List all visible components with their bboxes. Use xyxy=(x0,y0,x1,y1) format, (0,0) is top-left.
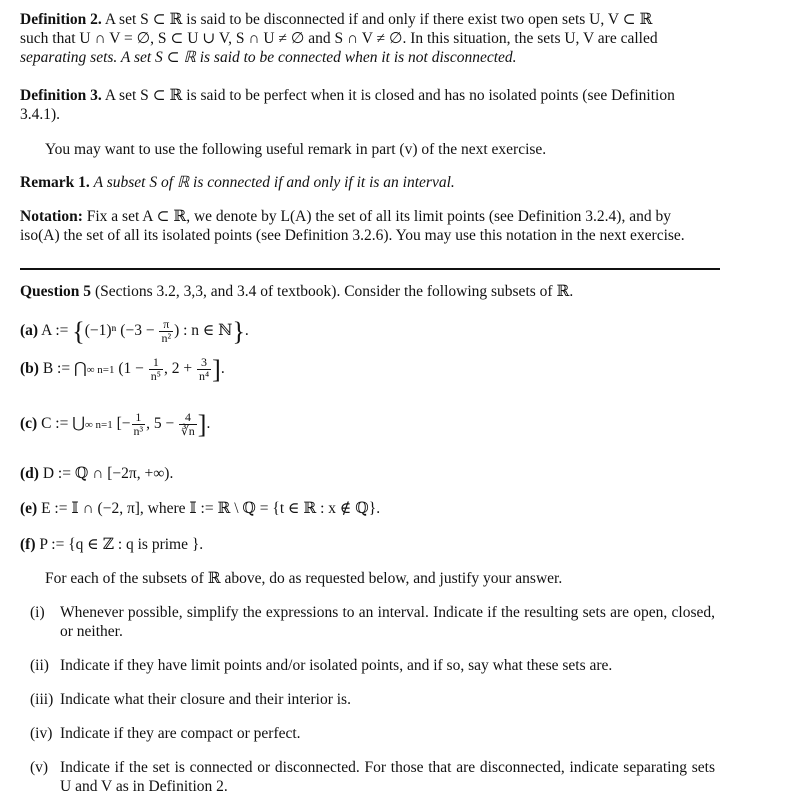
subset-b-denominator-2: n⁴ xyxy=(198,369,210,383)
subset-e xyxy=(20,499,740,518)
subset-b-fraction-2 xyxy=(197,356,211,383)
subset-f-label: (f) xyxy=(20,536,36,553)
question-5-heading xyxy=(20,282,720,301)
definition-3 xyxy=(20,86,720,124)
section-divider xyxy=(20,268,720,270)
task-text: Whenever possible, simplify the expressions to an interval. Indicate if the resulting sets are open, closed, or neither. xyxy=(60,604,715,640)
task-text: Indicate if they have limit points and/or isolated points, and if so, say what these sets are. xyxy=(60,657,613,674)
task-text: Indicate if they are compact or perfect. xyxy=(60,725,301,742)
subset-d-label: (d) xyxy=(20,465,39,482)
subset-d xyxy=(20,464,740,483)
subset-c-fraction-2 xyxy=(179,411,197,438)
subset-c-label: (c) xyxy=(20,415,38,433)
definition-2-line-2: such that U ∩ V = ∅, S ⊂ U ∪ V, S ∩ U ≠ ∅ and S ∩ V ≠ ∅. In this situation, the sets U, V are called xyxy=(20,30,658,47)
subset-c-lhs: C := ⋃ xyxy=(41,415,85,433)
notation-title: Notation: xyxy=(20,208,83,225)
subset-f-text: P := {q ∈ ℤ : q is prime }. xyxy=(39,536,204,553)
subset-b-label: (b) xyxy=(20,360,39,378)
question-5-intro: (Sections 3.2, 3,3, and 3.4 of textbook). Consider the following subsets of ℝ. xyxy=(94,283,574,300)
subset-a-label: (a) xyxy=(20,322,39,340)
subset-a-numerator: π xyxy=(159,318,173,332)
subset-b-numerator-2: 3 xyxy=(197,356,211,370)
instruction-text: For each of the subsets of ℝ above, do as requested below, and justify your answer. xyxy=(45,570,563,587)
right-bracket: ] xyxy=(197,410,207,439)
subset-c-denominator-2: ∛n xyxy=(181,424,195,438)
subset-c-left: [− xyxy=(116,415,131,433)
task-ii xyxy=(30,656,720,675)
task-iii xyxy=(30,690,720,709)
subset-d-text: D := ℚ ∩ [−2π, +∞). xyxy=(42,465,174,482)
task-i xyxy=(30,603,720,641)
task-v xyxy=(30,758,720,796)
definition-2-title: Definition 2. xyxy=(20,11,102,28)
notation-line-2: iso(A) the set of all its isolated points (see Definition 3.2.6). You may use this notation in the next exercise. xyxy=(20,227,685,244)
subset-e-text: E := 𝕀 ∩ (−2, π], where 𝕀 := ℝ \ ℚ = {t ∈ ℝ : x ∉ ℚ}. xyxy=(41,500,381,517)
subset-c-numerator-1: 1 xyxy=(132,411,146,425)
task-text: Indicate if the set is connected or disconnected. For those that are disconnected, indicate separating sets U and V as in Definition 2. xyxy=(60,759,715,795)
definition-2-line-3: separating sets. A set S ⊂ ℝ is said to be connected when it is not disconnected. xyxy=(20,49,517,66)
task-number: (v) xyxy=(30,759,49,776)
remark-1-text: A subset S of ℝ is connected if and only if it is an interval. xyxy=(93,174,455,191)
subset-b-left: (1 − xyxy=(118,360,144,378)
definition-2-line-1: A set S ⊂ ℝ is said to be disconnected if and only if there exist two open sets U, V ⊂ ℝ xyxy=(104,11,653,28)
task-number: (iv) xyxy=(30,725,53,742)
definition-3-line-2: 3.4.1). xyxy=(20,106,61,123)
definition-3-line-1: A set S ⊂ ℝ is said to be perfect when it is closed and has no isolated points (see Definition xyxy=(104,87,675,104)
subset-a-fraction xyxy=(159,318,173,345)
subset-b-limits: ∞ n=1 xyxy=(86,364,115,377)
subset-b-right: , 2 + xyxy=(163,360,193,378)
notation-line-1: Fix a set A ⊂ ℝ, we denote by L(A) the set of all its limit points (see Definition 3.2.4), and by xyxy=(86,208,671,225)
subset-b-lhs: B := ⋂ xyxy=(42,360,87,378)
question-5-title: Question 5 xyxy=(20,283,92,300)
remark-1 xyxy=(20,173,720,192)
subset-c: (c) C := ⋃∞ n=1 [− $\frac{1}{\text{n³}}$ , 5 − $\frac{4}{∛n}$ ]. xyxy=(20,410,211,439)
subset-c-limits: ∞ n=1 xyxy=(84,419,113,432)
remark-1-title: Remark 1. xyxy=(20,174,90,191)
task-iv xyxy=(30,724,720,743)
task-text: Indicate what their closure and their interior is. xyxy=(60,691,351,708)
subset-f xyxy=(20,535,740,554)
hint-text: You may want to use the following useful remark in part (v) of the next exercise. xyxy=(45,141,547,158)
subset-c-denominator-1: n³ xyxy=(133,424,144,438)
subset-a-lhs: A := xyxy=(41,322,69,340)
left-brace: { xyxy=(72,317,85,346)
subset-b: (b) B := ⋂∞ n=1 (1 − $\frac{1}{\text{n⁵}}$ , 2 + $\frac{3}{\text{n⁴}}$ ]. xyxy=(20,355,225,384)
task-number: (ii) xyxy=(30,657,49,674)
subset-c-numerator-2: 4 xyxy=(179,411,197,425)
task-number: (iii) xyxy=(30,691,54,708)
subset-b-denominator-1: n⁵ xyxy=(150,369,161,383)
subset-c-right: , 5 − xyxy=(146,415,175,433)
subset-c-fraction-1 xyxy=(132,411,146,438)
subset-a-denominator: n² xyxy=(161,331,172,345)
subset-a: (a) A := {(−1)ⁿ (−3 − $\frac{\pi}{\text{n²}}$ ) : n ∈ ℕ}. xyxy=(20,317,249,346)
notation xyxy=(20,207,720,245)
subset-b-numerator-1: 1 xyxy=(149,356,163,370)
right-bracket: ] xyxy=(212,355,221,384)
subset-a-tail: ) : n ∈ ℕ xyxy=(174,322,233,340)
task-number: (i) xyxy=(30,604,45,621)
definition-2 xyxy=(20,10,720,67)
subset-b-fraction-1 xyxy=(149,356,163,383)
instruction xyxy=(45,569,725,588)
subset-a-expression: (−1)ⁿ (−3 − xyxy=(84,322,155,340)
remark-hint xyxy=(45,140,725,159)
subset-e-label: (e) xyxy=(20,500,38,517)
right-brace: } xyxy=(232,317,245,346)
definition-3-title: Definition 3. xyxy=(20,87,102,104)
